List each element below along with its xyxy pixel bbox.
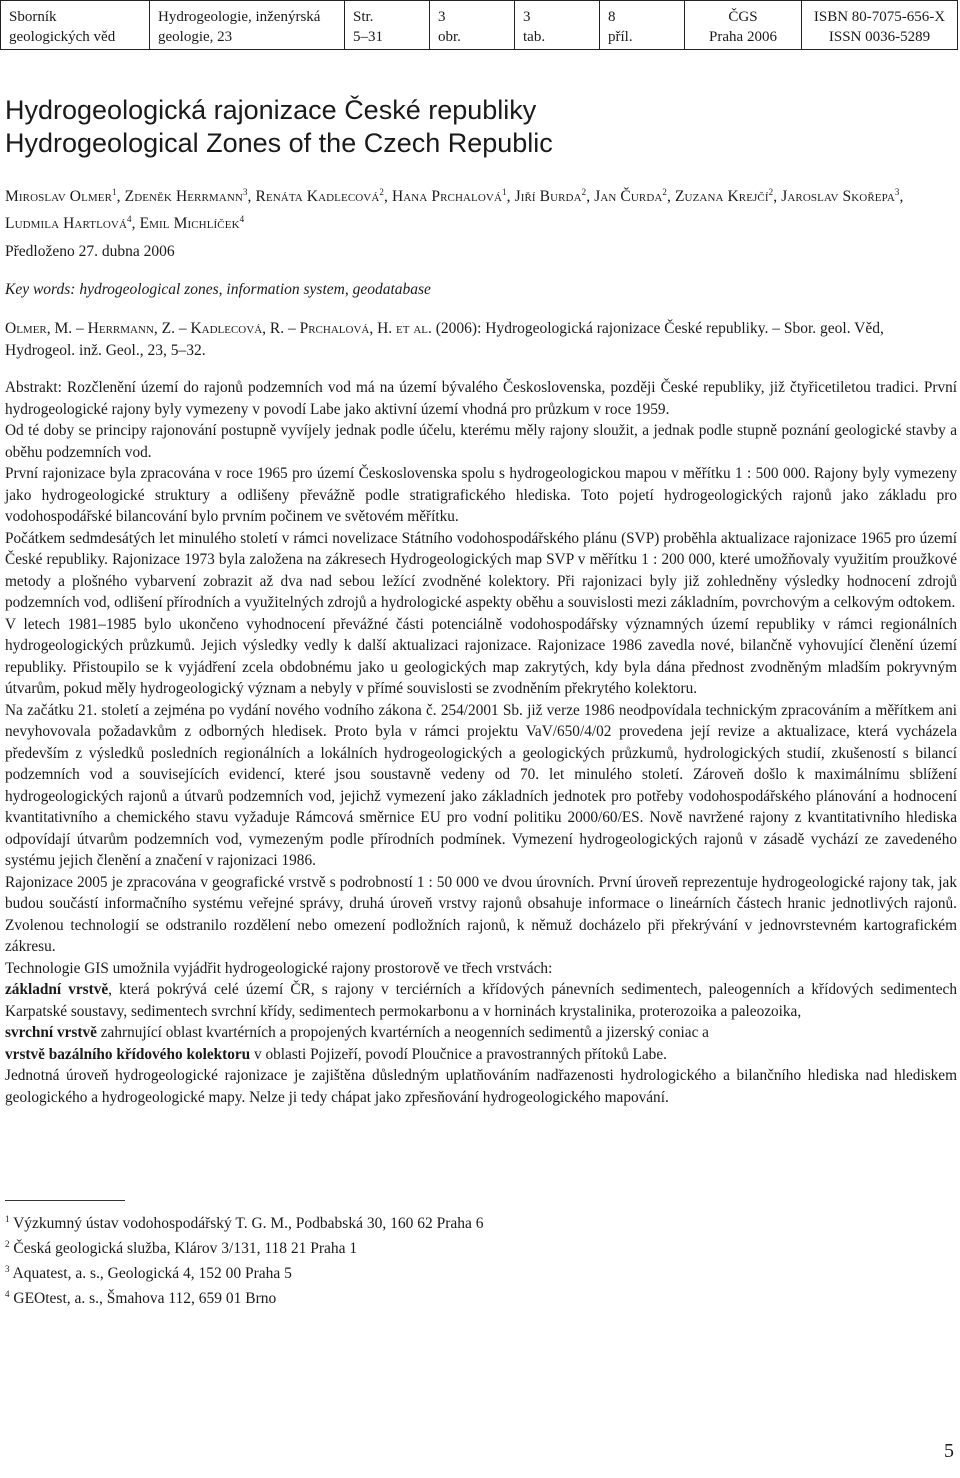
author-affiliation-mark: 3: [894, 187, 900, 197]
abstract-text: Rajonizace 2005 je zpracována v geografické vrstvě s podrobností 1 : 50 000 ve dvou úrovních. První úroveň reprezentuje hydrogeologické rajony tak, jak budou součástí informačního systému veřejné správy, druhá úroveň vrstvy rajonů obsahuje informace o lineárních částech hranic jednotlivých rajonů. Zvolenou technologií se odstranilo rozdělení nebo omezení podložních rajonů, k němuž docházelo při překrývání v jednovrstevném kartografickém zákresu.: [5, 873, 957, 955]
citation: [5, 318, 957, 362]
abstract-text: Jednotná úroveň hydrogeologické rajonizace je zajištěna důsledným uplatňováním nadřazenosti hydrologického a bilančního hlediska nad hlediskem geologického a hydrogeologické mapy. Nelze ji tedy chápat jako zpřesňování hydrogeologického mapování.: [5, 1067, 957, 1106]
tables-label: tab.: [523, 29, 546, 45]
author-affiliation-mark: 2: [662, 187, 668, 197]
footnote-mark: 2: [5, 1239, 10, 1250]
footnote: [5, 1284, 705, 1309]
author-affiliation-mark: 2: [581, 187, 587, 197]
series-name: Hydrogeologie, inženýrská: [158, 9, 321, 25]
appendices-label: příl.: [608, 29, 633, 45]
abstract-text: v oblasti Pojizeří, povodí Ploučnice a pravostranných přítoků Labe.: [250, 1045, 667, 1063]
author-affiliation-mark: 3: [242, 187, 248, 197]
publisher-cell: [685, 1, 802, 50]
title-english: Hydrogeological Zones of the Czech Republic: [5, 128, 553, 158]
abstract-text: Na začátku 21. století a zejména po vydání nového vodního zákona č. 254/2001 Sb. již verze 1986 neodpovídala technickým zpracováním a měřítkem ani nevyhovovala požadavkům z odborných hledisek. Proto byla v rámci projektu VaV/650/4/02 provedena její revize a aktualizace, která vycházela především z výsledků posledních regionálních a lokálních hydrogeologických a geologických průzkumů, hydrologických studií, zkušeností s bilancí podzemních vod a souvisejících evidencí, které jsou soustavně vedeny od 70. let minulého století. Zároveň došlo k maximálnímu sblížení hydrogeologických rajonů a útvarů podzemních vod, jejichž vymezení jako základních jednotek pro potřeby vodohospodářského plánování a hodnocení kvantitativního a chemického stavu vyžaduje Rámcová směrnice EU pro vodní politiku 2000/60/ES. Nově navržené rajony z kvantitativního hlediska odpovídají útvarům podzemních vod, vymezeným podle přírodních podmínek. Vymezení hydrogeologických rajonů v zásadě vychází ze zavedeného systému jejich členění a značení v rajonizaci 1986.: [5, 701, 957, 869]
footnote-rule: [5, 1200, 125, 1201]
footnote: [5, 1234, 705, 1259]
journal-cell: [1, 1, 150, 50]
isbn-cell: [802, 1, 958, 50]
tables-cell: [515, 1, 600, 50]
author-affiliation-mark: 4: [239, 214, 245, 225]
journal-name: Sborník: [9, 9, 57, 25]
abstract-paragraph: [5, 1022, 957, 1044]
abstract-bold-term: vrstvě bazálního křídového kolektoru: [5, 1045, 251, 1063]
author-name: Hana Prchalová: [391, 188, 502, 206]
isbn: ISBN 80-7075-656-X: [813, 9, 946, 25]
appendices-count: 8: [608, 9, 616, 25]
abstract-text: Počátkem sedmdesátých let minulého století v rámci novelizace Státního vodohospodářského plánu (SVP) proběhla aktualizace rajonizace 1965 pro území České republiky. Rajonizace 1973 byla založena na zákresech Hydrogeologických map SVP v měřítku 1 : 200 000, které umožňovaly využitím proužkové metody a plošného vybarvení zobrazit až dva nad sebou ležící zvodněné kolektory. Při rajonizaci byly již zohledněny výsledky hodnocení zdrojů podzemních vod, odlišení přírodních a využitelných zdrojů a hydrologické aspekty oběhu a souvislosti mezi základním, povrchovým a celkovým odtokem.: [5, 529, 957, 611]
journal-name-2: geologických věd: [9, 29, 116, 45]
abstract-text: Technologie GIS umožnila vyjádřit hydrogeologické rajony prostorově ve třech vrstvách:: [5, 959, 553, 977]
abstract-paragraph: [5, 614, 957, 700]
pages-range: 5–31: [353, 29, 383, 45]
tables-count: 3: [523, 9, 531, 25]
appendices-cell: [600, 1, 685, 50]
footnotes: [5, 1209, 705, 1310]
author-name: Renáta Kadlecová: [255, 188, 380, 206]
citation-authors: Olmer, M. – Herrmann, Z. – Kadlecová, R. – Prchalová, H. et al.: [5, 320, 432, 337]
series-cell: [150, 1, 345, 50]
abstract-paragraph: [5, 979, 957, 1022]
author-name: Jaroslav Skořepa: [781, 188, 895, 206]
footnote-text: Česká geologická služba, Klárov 3/131, 118 21 Praha 1: [9, 1240, 358, 1258]
figures-label: obr.: [438, 29, 461, 45]
author-affiliation-mark: 4: [127, 214, 132, 225]
author-name: Miroslav Olmer: [5, 188, 113, 206]
author-name: Jiří Burda: [514, 188, 582, 206]
footnote: [5, 1209, 705, 1234]
footnote: [5, 1259, 705, 1284]
abstract-text: V letech 1981–1985 bylo ukončeno vyhodnocení převážné části potenciálně vodohospodářsky významných území republiky v rámci regionálních hydrogeologických průzkumů. Jejich výsledky vedly k další aktualizaci rajonizace. Rajonizace 1986 zavedla nové, bilančně vyhovující členění území republiky. Přistoupilo se k vyjádření zcela obdobnému jako u geologických map zakrytých, kdy byla dána přednost zvodněným mladším pokryvným útvarům, pokud měly hydrogeologický význam a nebyly v přímé souvislosti se zvodněním překrytého kolektoru.: [5, 615, 957, 697]
abstract-paragraph: [5, 528, 957, 614]
author-affiliation-mark: 1: [112, 187, 117, 197]
abstract: [5, 377, 957, 1108]
publisher-name: ČGS: [728, 9, 758, 25]
author-name: Jan Čurda: [594, 188, 663, 206]
abstract-paragraph: [5, 463, 957, 528]
pages-cell: [345, 1, 430, 50]
footnote-mark: 4: [5, 1289, 10, 1300]
figures-cell: [430, 1, 515, 50]
abstract-paragraph: [5, 1044, 957, 1066]
footnote-mark: 3: [5, 1264, 10, 1275]
issn: ISSN 0036-5289: [828, 29, 931, 45]
author-affiliation-mark: 2: [768, 187, 774, 197]
footnote-text: Výzkumný ústav vodohospodářský T. G. M., Podbabská 30, 160 62 Praha 6: [9, 1215, 484, 1233]
keywords: Key words: hydrogeological zones, information system, geodatabase: [5, 281, 431, 298]
page-number: 5: [944, 1440, 954, 1462]
title-czech: Hydrogeologická rajonizace České republiky: [5, 95, 537, 125]
author-name: Zdeněk Herrmann: [124, 188, 243, 206]
author-name: Ludmila Hartlová: [5, 215, 128, 233]
abstract-text: Od té doby se principy rajonování postupně vyvíjely jednak podle účelu, kterému měly rajony sloužit, a jednak podle stupně poznání geologické stavby a oběhu podzemních vod.: [5, 422, 957, 461]
journal-header-table: [0, 0, 958, 50]
abstract-paragraph: [5, 872, 957, 958]
submitted-date: Předloženo 27. dubna 2006: [5, 243, 175, 260]
abstract-bold-term: svrchní vrstvě: [5, 1024, 97, 1041]
pages-label: Str.: [353, 9, 374, 25]
publisher-place-year: Praha 2006: [709, 29, 777, 45]
author-list: Miroslav Olmer$^1$, Zdeněk Herrmann$^3$, Renáta Kadlecová$^2$, Hana Prchalová$^1$, Jiří Burda$^2$, Jan Čurda$^2$, Zuzana Krejčí$^2$, Jaroslav Skořepa$^3$, Ludmila Hartlová$^4$, Emil Michlíček$^4$: [5, 187, 904, 233]
author-name: Zuzana Krejčí: [674, 188, 769, 206]
abstract-text: První rajonizace byla zpracována v roce 1965 pro území Československa spolu s hydrogeologickou mapou v měřítku 1 : 500 000. Rajony byly vymezeny jako hydrogeologické struktury a odlišeny převážně podle stratigrafického hlediska. Toto pojetí hydrogeologických rajonů jako základu pro vodohospodářské bilancování bylo prvním počinem ve světovém měřítku.: [5, 465, 957, 525]
author-affiliation-mark: 1: [502, 187, 507, 197]
series-volume: geologie, 23: [158, 29, 233, 45]
abstract-bold-term: základní vrstvě: [5, 981, 109, 998]
article-title: [5, 94, 955, 160]
citation-details: (2006): Hydrogeologická rajonizace České republiky. – Sbor. geol. Věd, Hydrogeol. inž. Geol., 23, 5–32.: [5, 320, 884, 359]
abstract-text: Abstrakt: Rozčlenění území do rajonů podzemních vod má na území bývalého Československa, později České republiky, již čtyřicetiletou tradici. První hydrogeologické rajony byly vymezeny v povodí Labe jako aktivní území vhodná pro průzkum v roce 1959.: [5, 379, 957, 418]
figures-count: 3: [438, 9, 446, 25]
footnote-mark: 1: [5, 1214, 10, 1224]
footnote-text: GEOtest, a. s., Šmahova 112, 659 01 Brno: [9, 1290, 277, 1308]
abstract-paragraph: [5, 700, 957, 872]
abstract-text: , která pokrývá celé území ČR, s rajony v terciérních a křídových pánevních sedimentech, paleogenních a křídových sedimentech Karpatské soustavy, sedimentech svrchní křídy, sedimentech permokarbonu a v horninách krystalinika, proterozoika a paleozoika,: [5, 981, 957, 1020]
abstract-paragraph: [5, 377, 957, 420]
abstract-paragraph: [5, 1065, 957, 1108]
author-affiliation-mark: 2: [379, 187, 384, 197]
author-name: Emil Michlíček: [139, 215, 240, 233]
abstract-paragraph: [5, 420, 957, 463]
abstract-paragraph: [5, 958, 957, 980]
abstract-text: zahrnující oblast kvartérních a propojených kvartérních a neogenních sedimentů a jizerský coniac a: [96, 1024, 709, 1041]
footnote-text: Aquatest, a. s., Geologická 4, 152 00 Praha 5: [9, 1265, 292, 1283]
